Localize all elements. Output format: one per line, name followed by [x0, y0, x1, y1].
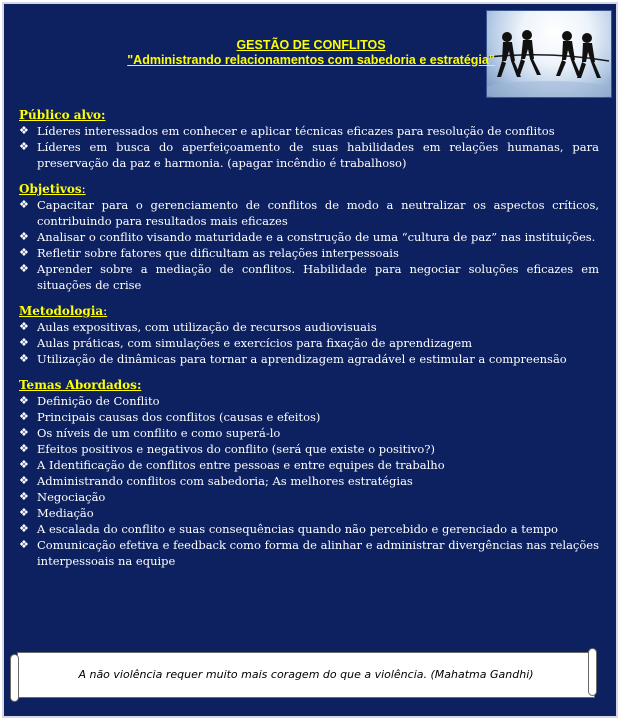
list-item: ❖ Os níveis de um conflito e como superá-lo [19, 426, 281, 440]
diamond-bullet-icon: ❖ [19, 336, 29, 349]
content [19, 107, 599, 579]
list-item: ❖ Refletir sobre fatores que dificultam as relações interpessoais [19, 246, 399, 260]
diamond-bullet-icon: ❖ [19, 442, 29, 455]
section-publico-alvo [19, 107, 599, 171]
diamond-bullet-icon: ❖ [19, 352, 29, 365]
list-item: ❖ Utilização de dinâmicas para tornar a aprendizagem agradável e estimular a compreensão [19, 352, 567, 366]
quote-scroll [17, 652, 595, 698]
diamond-bullet-icon: ❖ [19, 538, 29, 551]
diamond-bullet-icon: ❖ [19, 490, 29, 503]
diamond-bullet-icon: ❖ [19, 410, 29, 423]
section-title: Público alvo: [19, 108, 106, 122]
scroll-roll-left [10, 654, 19, 702]
list-item: ❖ Comunicação efetiva e feedback como forma de alinhar e administrar divergências nas relações interpessoais na equipe [19, 538, 599, 568]
list-item: ❖ Líderes em busca do aperfeiçoamento de suas habilidades em relações humanas, para preservação da paz e harmonia. (apagar incêndio é trabalhoso) [19, 140, 599, 170]
page-subtitle: "Administrando relacionamentos com sabedoria e estratégia" [127, 53, 495, 67]
section-title: Objetivos: [19, 182, 86, 196]
list-item: ❖ Aulas práticas, com simulações e exercícios para fixação de aprendizagem [19, 336, 473, 350]
diamond-bullet-icon: ❖ [19, 320, 29, 333]
diamond-bullet-icon: ❖ [19, 394, 29, 407]
list-item: ❖ Efeitos positivos e negativos do conflito (será que existe o positivo?) [19, 442, 436, 456]
diamond-bullet-icon: ❖ [19, 230, 29, 243]
list-item: ❖ A Identificação de conflitos entre pessoas e entre equipes de trabalho [19, 458, 445, 472]
list-item: ❖ Analisar o conflito visando maturidade e a construção de uma “cultura de paz” nas instituições. [19, 230, 596, 244]
quote-text: A não violência requer muito mais coragem do que a violência. (Mahatma Gandhi) [78, 668, 534, 681]
list-item: ❖ Mediação [19, 506, 94, 520]
diamond-bullet-icon: ❖ [19, 426, 29, 439]
section-objetivos [19, 181, 599, 293]
list-item: ❖ Definição de Conflito [19, 394, 160, 408]
diamond-bullet-icon: ❖ [19, 506, 29, 519]
list-item: ❖ A escalada do conflito e suas consequências quando não percebido e gerenciado a tempo [19, 522, 558, 536]
diamond-bullet-icon: ❖ [19, 458, 29, 471]
section-title: Temas Abordados: [19, 378, 142, 392]
diamond-bullet-icon: ❖ [19, 246, 29, 259]
list-item: ❖ Principais causas dos conflitos (causas e efeitos) [19, 410, 321, 424]
diamond-bullet-icon: ❖ [19, 198, 29, 211]
list-item: ❖ Líderes interessados em conhecer e aplicar técnicas eficazes para resolução de conflitos [19, 124, 555, 138]
diamond-bullet-icon: ❖ [19, 474, 29, 487]
list-item: ❖ Administrando conflitos com sabedoria; As melhores estratégias [19, 474, 413, 488]
section-metodologia [19, 303, 599, 367]
list-item: ❖ Negociação [19, 490, 106, 504]
section-temas-abordados [19, 377, 599, 569]
diamond-bullet-icon: ❖ [19, 124, 29, 137]
diamond-bullet-icon: ❖ [19, 522, 29, 535]
list-item: ❖ Capacitar para o gerenciamento de conflitos de modo a neutralizar os aspectos críticos, contribuindo para resultados mais eficazes [19, 198, 599, 228]
diamond-bullet-icon: ❖ [19, 262, 29, 275]
list-item: ❖ Aprender sobre a mediação de conflitos. Habilidade para negociar soluções eficazes em situações de crise [19, 262, 599, 292]
header [0, 38, 622, 68]
diamond-bullet-icon: ❖ [19, 140, 29, 153]
list-item: ❖ Aulas expositivas, com utilização de recursos audiovisuais [19, 320, 377, 334]
page-title: GESTÃO DE CONFLITOS [236, 38, 386, 52]
scroll-roll-right [588, 648, 597, 696]
section-title: Metodologia: [19, 304, 108, 318]
